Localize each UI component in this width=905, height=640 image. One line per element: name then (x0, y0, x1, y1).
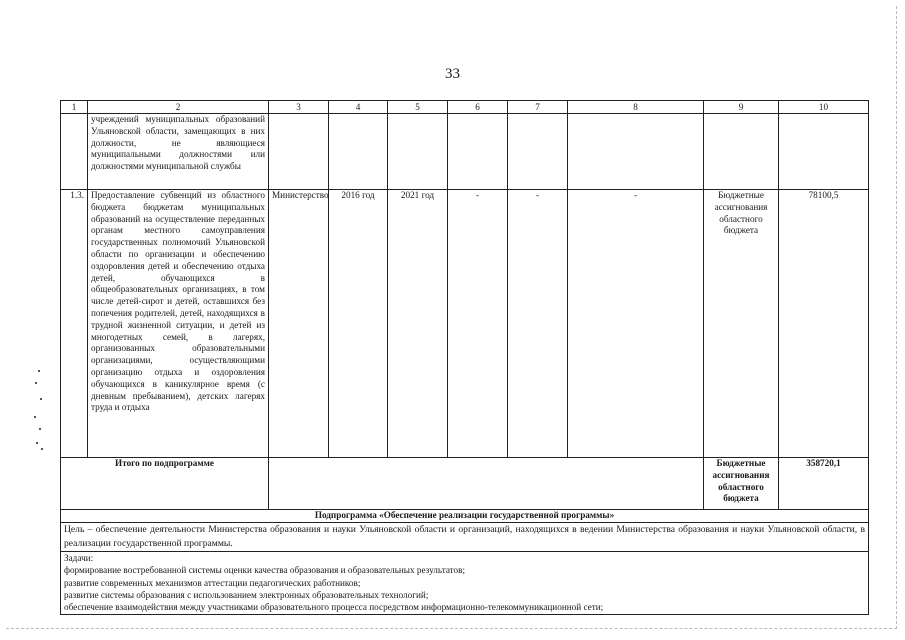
table-row-total (61, 458, 869, 510)
subprogram-goal: Цель – обеспечение деятельности Министерства образования и науки Ульяновской области и организаций, находящихся в ведении Министерства образования и науки Ульяновской области, в реализации государственной программы. (61, 522, 869, 551)
header-cell: 1 (61, 101, 88, 114)
header-cell: 10 (779, 101, 869, 114)
tasks-heading: Задачи: (64, 552, 94, 563)
subprogram-title-row (61, 510, 869, 523)
tasks-cell (61, 551, 869, 614)
page-number: 33 (445, 66, 460, 82)
header-cell: 8 (568, 101, 704, 114)
row-col6: - (448, 190, 508, 458)
header-cell: 7 (508, 101, 568, 114)
row-end-year: 2021 год (388, 190, 448, 458)
subprogram-title: Подпрограмма «Обеспечение реализации государственной программы» (61, 510, 869, 523)
total-label: Итого по подпрограмме (61, 458, 269, 510)
row-description: Предоставление субвенций из областного бюджета бюджетам муниципальных образований на осуществление переданных органам местного самоуправления государственных полномочий Ульяновской области по организации и обеспечению оздоровления детей и обеспечению отдыха детей, обучающихся в общеобразовательных организациях, в том числе детей-сирот и детей, оставшихся без попечения родителей, детей, находящихся в трудной жизненной ситуации, и детей из многодетных семей, в лагерях, организованных образовательными организациями, осуществляющими организацию отдыха и оздоровления обучающихся в каникулярное время (с дневным пребыванием), детских лагерях труда и отдыха (88, 190, 269, 458)
task-item: обеспечение взаимодействия между участниками образовательного процесса посредством информационно-телекоммуникационной сети; (64, 602, 604, 613)
goal-row (61, 522, 869, 551)
task-item: формирование востребованной системы оценки качества образования и образовательных результатов; (64, 565, 466, 576)
table-row-1-3 (61, 190, 869, 458)
task-item: развитие современных механизмов аттестации педагогических работников; (64, 577, 361, 588)
tasks-row (61, 551, 869, 614)
row-col7: - (508, 190, 568, 458)
total-amount: 358720,1 (779, 458, 869, 510)
header-cell: 5 (388, 101, 448, 114)
header-cell: 6 (448, 101, 508, 114)
header-cell: 9 (704, 101, 779, 114)
header-cell: 2 (88, 101, 269, 114)
header-cell: 4 (329, 101, 388, 114)
row-col8: - (568, 190, 704, 458)
task-item: развитие системы образования с использованием электронных образовательных технологий; (64, 590, 429, 601)
row-executor: Министерство (269, 190, 329, 458)
row-funding-source: Бюджетные ассигнования областного бюджета (704, 190, 779, 458)
row-start-year: 2016 год (329, 190, 388, 458)
header-row (61, 101, 869, 114)
row-number: 1.3. (61, 190, 88, 458)
total-funding-source: Бюджетные ассигнования областного бюджета (704, 458, 779, 510)
row-amount: 78100,5 (779, 190, 869, 458)
table-row-continuation (61, 114, 869, 190)
continuation-text: учреждений муниципальных образований Ульяновской области, замещающих в них должности, не являющиеся муниципальными должностями или должностями муниципальной службы (88, 114, 269, 190)
scan-edge-marks (30, 368, 46, 458)
budget-table (60, 100, 869, 615)
header-cell: 3 (269, 101, 329, 114)
